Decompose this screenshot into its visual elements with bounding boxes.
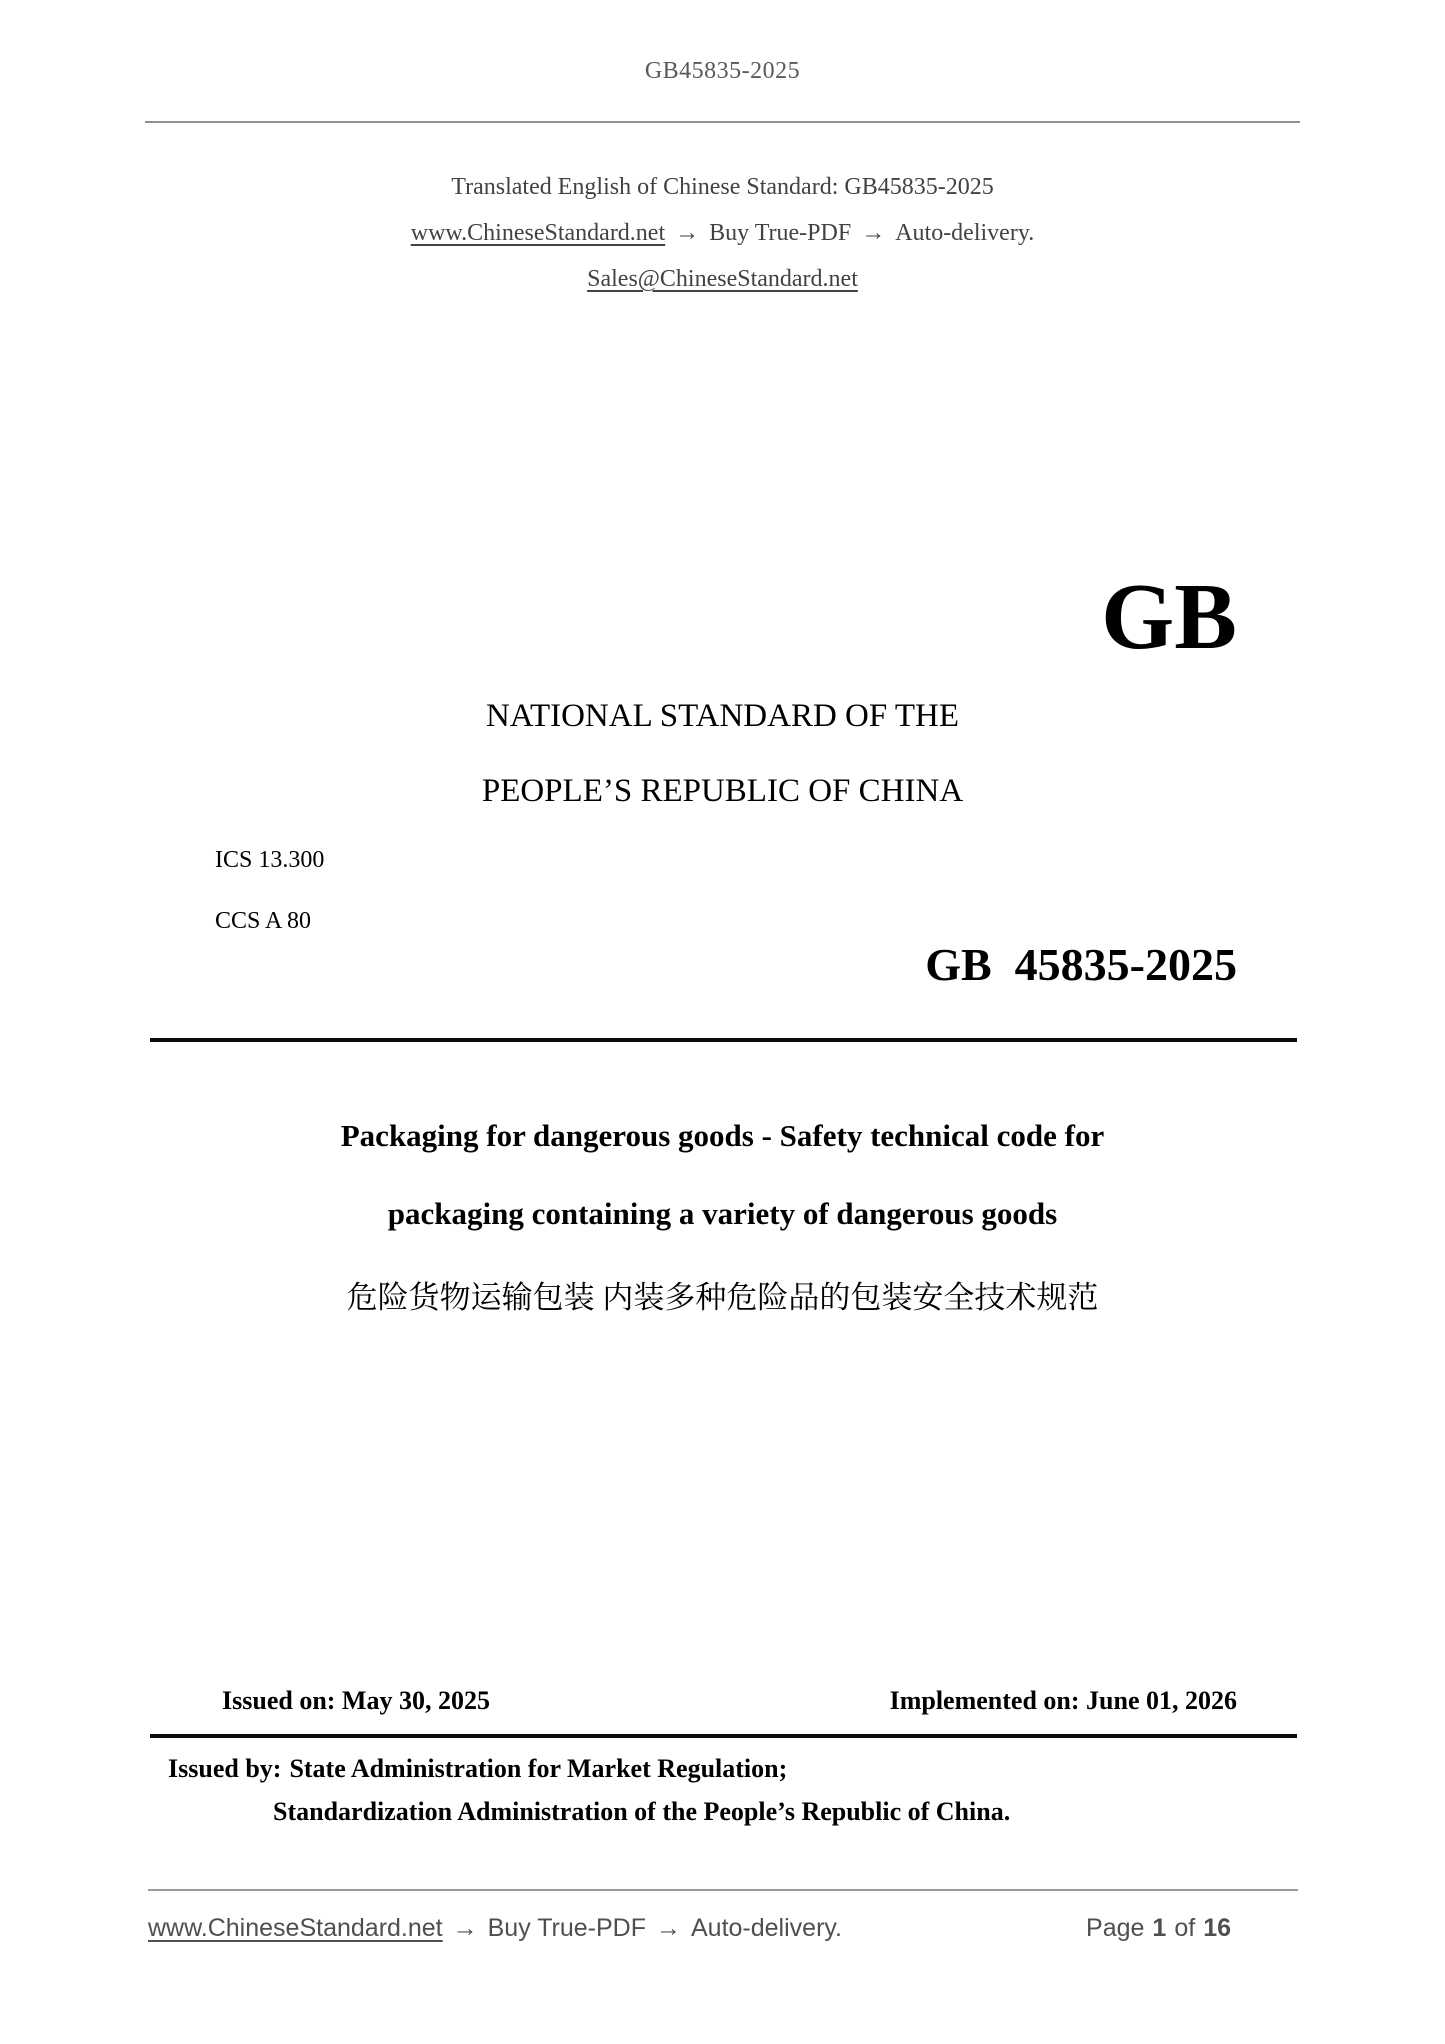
page-total: 16 <box>1203 1914 1231 1942</box>
translated-standard-line: Translated English of Chinese Standard: GB45835-2025 <box>451 174 994 200</box>
header-doc-code: GB45835-2025 <box>644 58 801 84</box>
page-indicator <box>1082 1914 1235 1943</box>
footer-buy-true-pdf-text: Buy True-PDF <box>487 1914 646 1942</box>
page-current: 1 <box>1152 1914 1167 1942</box>
email-line <box>0 266 1445 293</box>
sales-email-link[interactable]: Sales@ChineseStandard.net <box>587 266 858 292</box>
of-label: of <box>1174 1914 1196 1942</box>
auto-delivery-text: Auto-delivery. <box>895 220 1035 246</box>
dates-divider <box>150 1734 1297 1738</box>
issued-by-label: Issued by: <box>168 1754 282 1783</box>
implemented-on-date: Implemented on: June 01, 2026 <box>889 1686 1237 1715</box>
national-standard-line1: NATIONAL STANDARD OF THE <box>485 698 960 734</box>
header-divider <box>145 121 1300 123</box>
right-arrow-icon: → <box>675 220 700 246</box>
standard-number-divider <box>150 1038 1297 1042</box>
website-link[interactable]: www.ChineseStandard.net <box>410 220 666 246</box>
national-standard-line2: PEOPLE’S REPUBLIC OF CHINA <box>481 773 964 809</box>
footer-buy-line <box>148 1914 842 1943</box>
ics-code: ICS 13.300 <box>215 847 325 873</box>
buy-true-pdf-text: Buy True-PDF <box>709 220 852 246</box>
english-title-line1: Packaging for dangerous goods - Safety technical code for <box>340 1118 1105 1153</box>
english-title-line2: packaging containing a variety of dangerous goods <box>387 1196 1058 1231</box>
right-arrow-icon: → <box>452 1914 478 1942</box>
ccs-code: CCS A 80 <box>215 908 312 934</box>
footer-divider <box>148 1889 1298 1891</box>
page-label: Page <box>1086 1914 1145 1942</box>
footer-auto-delivery-text: Auto-delivery. <box>691 1914 842 1942</box>
issued-by-line <box>168 1754 787 1784</box>
issuer-name-2: Standardization Administration of the People’s Republic of China. <box>273 1797 1011 1826</box>
right-arrow-icon: → <box>861 220 886 246</box>
issued-on-date: Issued on: May 30, 2025 <box>222 1686 490 1715</box>
gb-logo: GB <box>1101 565 1237 669</box>
chinese-title: 危险货物运输包装 内装多种危险品的包装安全技术规范 <box>346 1280 1099 1315</box>
issuer-name-1: State Administration for Market Regulation; <box>289 1754 788 1783</box>
footer-website-link[interactable]: www.ChineseStandard.net <box>148 1914 443 1942</box>
standard-number: GB 45835-2025 <box>925 939 1237 990</box>
right-arrow-icon: → <box>656 1914 681 1942</box>
buy-line <box>0 220 1445 247</box>
